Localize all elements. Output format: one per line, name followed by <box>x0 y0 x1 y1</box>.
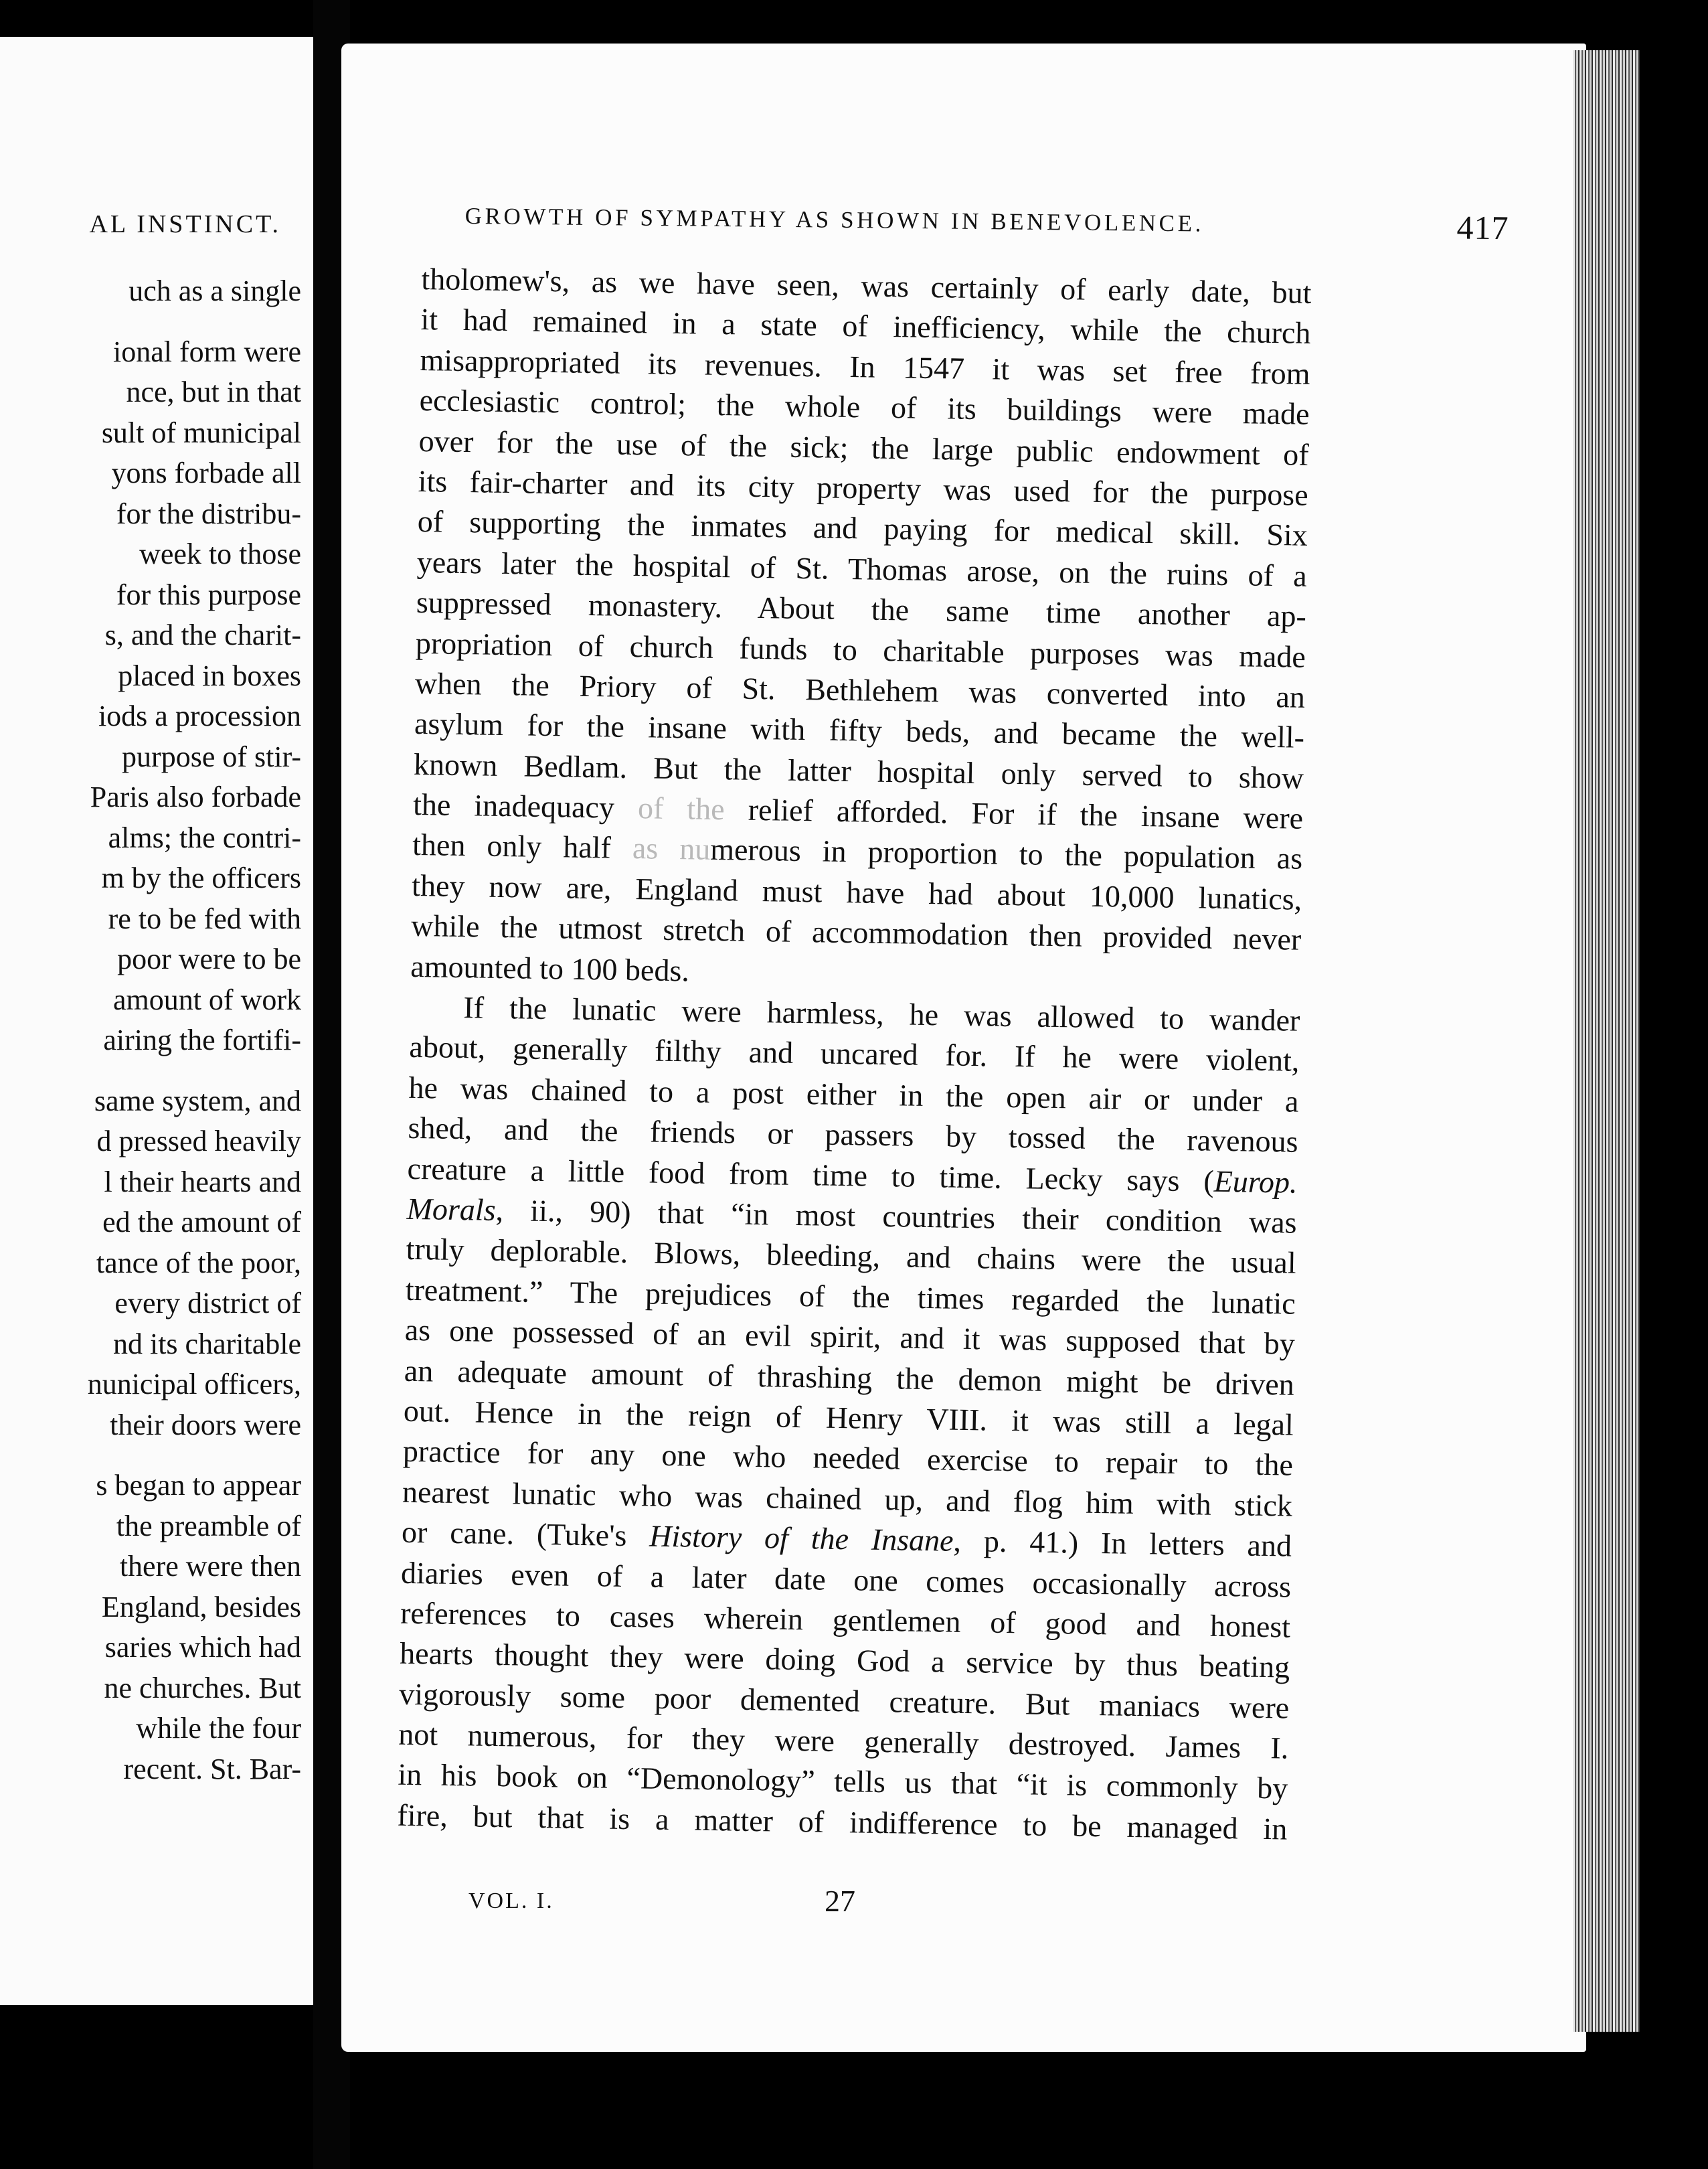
left-paragraph-gap <box>88 1061 301 1081</box>
paragraph-bartholomews <box>410 259 1312 1001</box>
left-line: poor were to be <box>117 943 301 975</box>
text-line: known Bedlam. But the latter hospital only served to show <box>413 746 1304 795</box>
text-line: in his book on “Demonology” tells us that “it is commonly by <box>398 1757 1288 1806</box>
text-line: about, generally filthy and uncared for. If he were violent, <box>409 1030 1300 1078</box>
text-line: propriation of church funds to charitable purposes was made <box>415 625 1306 674</box>
italic-title: Morals <box>406 1191 497 1227</box>
text-line: references to cases wherein gentlemen of good and honest <box>400 1595 1291 1644</box>
faded-text: of the <box>637 791 725 827</box>
left-line: purpose of stir- <box>122 740 301 773</box>
left-line: nunicipal officers, <box>87 1368 301 1400</box>
left-line: alms; the contri- <box>108 821 301 854</box>
left-line: there were then <box>119 1550 301 1583</box>
text-line: an adequate amount of thrashing the demon might be driven <box>404 1353 1295 1402</box>
text-run: , ii., 90) that “in most countries their condition was <box>495 1192 1297 1240</box>
paragraph-lunatics <box>397 987 1300 1850</box>
left-line: l their hearts and <box>104 1165 301 1198</box>
text-line: suppressed monastery. About the same time another ap- <box>416 585 1307 633</box>
left-line: ed the amount of <box>102 1206 301 1238</box>
left-running-head: AL INSTINCT. <box>89 210 281 238</box>
left-line: saries which had <box>104 1631 301 1664</box>
left-line: every district of <box>114 1287 301 1319</box>
text-line: they now are, England must have had about 10,000 lunatics, <box>411 868 1302 916</box>
left-line: the preamble of <box>116 1509 301 1542</box>
left-line: yons forbade all <box>111 457 301 489</box>
text-line: while the utmost stretch of accommodation then provided never <box>410 908 1302 957</box>
text-line: If the lunatic were harmless, he was allowed to wander <box>463 990 1300 1038</box>
text-run: relief afforded. For if the insane were <box>724 792 1304 835</box>
text-line: fire, but that is a matter of indifference to be managed in <box>397 1797 1288 1846</box>
left-line: for this purpose <box>116 578 301 611</box>
left-line: Paris also forbade <box>90 781 301 813</box>
faded-text: as nu <box>632 831 711 867</box>
left-line: recent. St. Bar- <box>123 1752 301 1785</box>
text-line: misappropriated its revenues. In 1547 it was set free from <box>420 342 1310 391</box>
text-run: or cane. (Tuke's <box>401 1514 650 1553</box>
left-line: while the four <box>136 1712 301 1745</box>
italic-title: History of the Insane <box>649 1518 954 1558</box>
text-run: the inadequacy <box>412 787 638 825</box>
left-line: week to those <box>139 538 301 570</box>
text-run: , p. 41.) In letters and <box>953 1523 1292 1563</box>
text-line: over for the use of the sick; the large public endowment of <box>418 423 1309 472</box>
text-line: out. Hence in the reign of Henry VIII. it was still a legal <box>403 1393 1294 1442</box>
left-line: nd its charitable <box>112 1327 301 1360</box>
signature-mark: VOL. I. <box>468 1889 554 1913</box>
left-line: iods a procession <box>98 700 301 732</box>
text-line: its fair-charter and its city property was used for the purpose <box>418 463 1309 512</box>
text-line: nearest lunatic who was chained up, and flog him with stick <box>402 1474 1293 1523</box>
body-text <box>397 259 1312 1850</box>
left-line: ne churches. But <box>104 1671 301 1704</box>
text-line: ecclesiastic control; the whole of its buildings were made <box>419 383 1310 432</box>
text-line: not numerous, for they were generally destroyed. James I. <box>398 1716 1289 1765</box>
left-line: uch as a single <box>129 274 301 307</box>
left-line: amount of work <box>112 983 301 1016</box>
text-line: shed, and the friends or passers by tossed the ravenous <box>408 1111 1298 1159</box>
text-line: asylum for the insane with fifty beds, and became the well- <box>414 706 1305 755</box>
text-line: diaries even of a later date one comes occasionally across <box>400 1555 1292 1604</box>
running-head <box>464 197 1509 248</box>
text-line: of supporting the inmates and paying for medical skill. Six <box>417 504 1308 553</box>
left-line: their doors were <box>110 1408 301 1441</box>
left-line: same system, and <box>94 1084 301 1117</box>
page-number: 417 <box>1456 208 1509 247</box>
text-line: treatment.” The prejudices of the times regarded the lunatic <box>405 1272 1296 1321</box>
text-line: truly deplorable. Blows, bleeding, and chains were the usual <box>406 1232 1297 1281</box>
italic-title: Europ. <box>1213 1163 1298 1200</box>
signature-number: 27 <box>825 1884 855 1918</box>
page-footer <box>468 1883 1205 1923</box>
left-line: tance of the poor, <box>96 1246 301 1279</box>
text-line: amounted to 100 beds. <box>410 949 690 988</box>
text-run: merous in proportion to the population as <box>709 832 1303 876</box>
left-line: sult of municipal <box>101 416 301 449</box>
text-line: practice for any one who needed exercise to repair to the <box>402 1434 1294 1482</box>
text-run: creature a little food from time to time. Lecky says ( <box>407 1151 1215 1198</box>
left-line: s, and the charit- <box>104 619 301 651</box>
right-page <box>341 44 1586 2052</box>
text-line: it had remained in a state of inefficiency, while the church <box>420 302 1311 351</box>
text-line: when the Priory of St. Bethlehem was converted into an <box>414 665 1306 714</box>
text-line: as one possessed of an evil spirit, and it was supposed that by <box>404 1312 1296 1361</box>
left-paragraph-gap <box>88 1445 301 1465</box>
left-page <box>0 37 313 2005</box>
left-line: d pressed heavily <box>96 1125 301 1157</box>
page-edges <box>1573 50 1640 2032</box>
left-line: ional form were <box>113 335 301 368</box>
text-line: tholomew's, as we have seen, was certainly of early date, but <box>421 261 1312 310</box>
text-line: he was chained to a post either in the open air or under a <box>408 1070 1299 1119</box>
text-line: years later the hospital of St. Thomas arose, on the ruins of a <box>416 544 1308 593</box>
left-line: England, besides <box>101 1590 301 1623</box>
text-run: then only half <box>412 827 633 866</box>
left-line: nce, but in that <box>126 376 301 408</box>
text-line: hearts thought they were doing God a service by thus beating <box>399 1636 1290 1684</box>
left-line: placed in boxes <box>118 659 301 692</box>
left-line: for the distribu- <box>116 497 301 530</box>
left-line: re to be fed with <box>108 902 301 935</box>
running-head-title: GROWTH OF SYMPATHY AS SHOWN IN BENEVOLENCE. <box>464 202 1205 237</box>
left-line: m by the officers <box>101 862 301 894</box>
text-line: vigorously some poor demented creature. But maniacs were <box>398 1676 1290 1725</box>
left-line: airing the fortifi- <box>103 1024 301 1056</box>
left-page-text <box>88 271 301 1789</box>
left-line: s began to appear <box>96 1469 301 1502</box>
left-paragraph-gap <box>88 312 301 332</box>
